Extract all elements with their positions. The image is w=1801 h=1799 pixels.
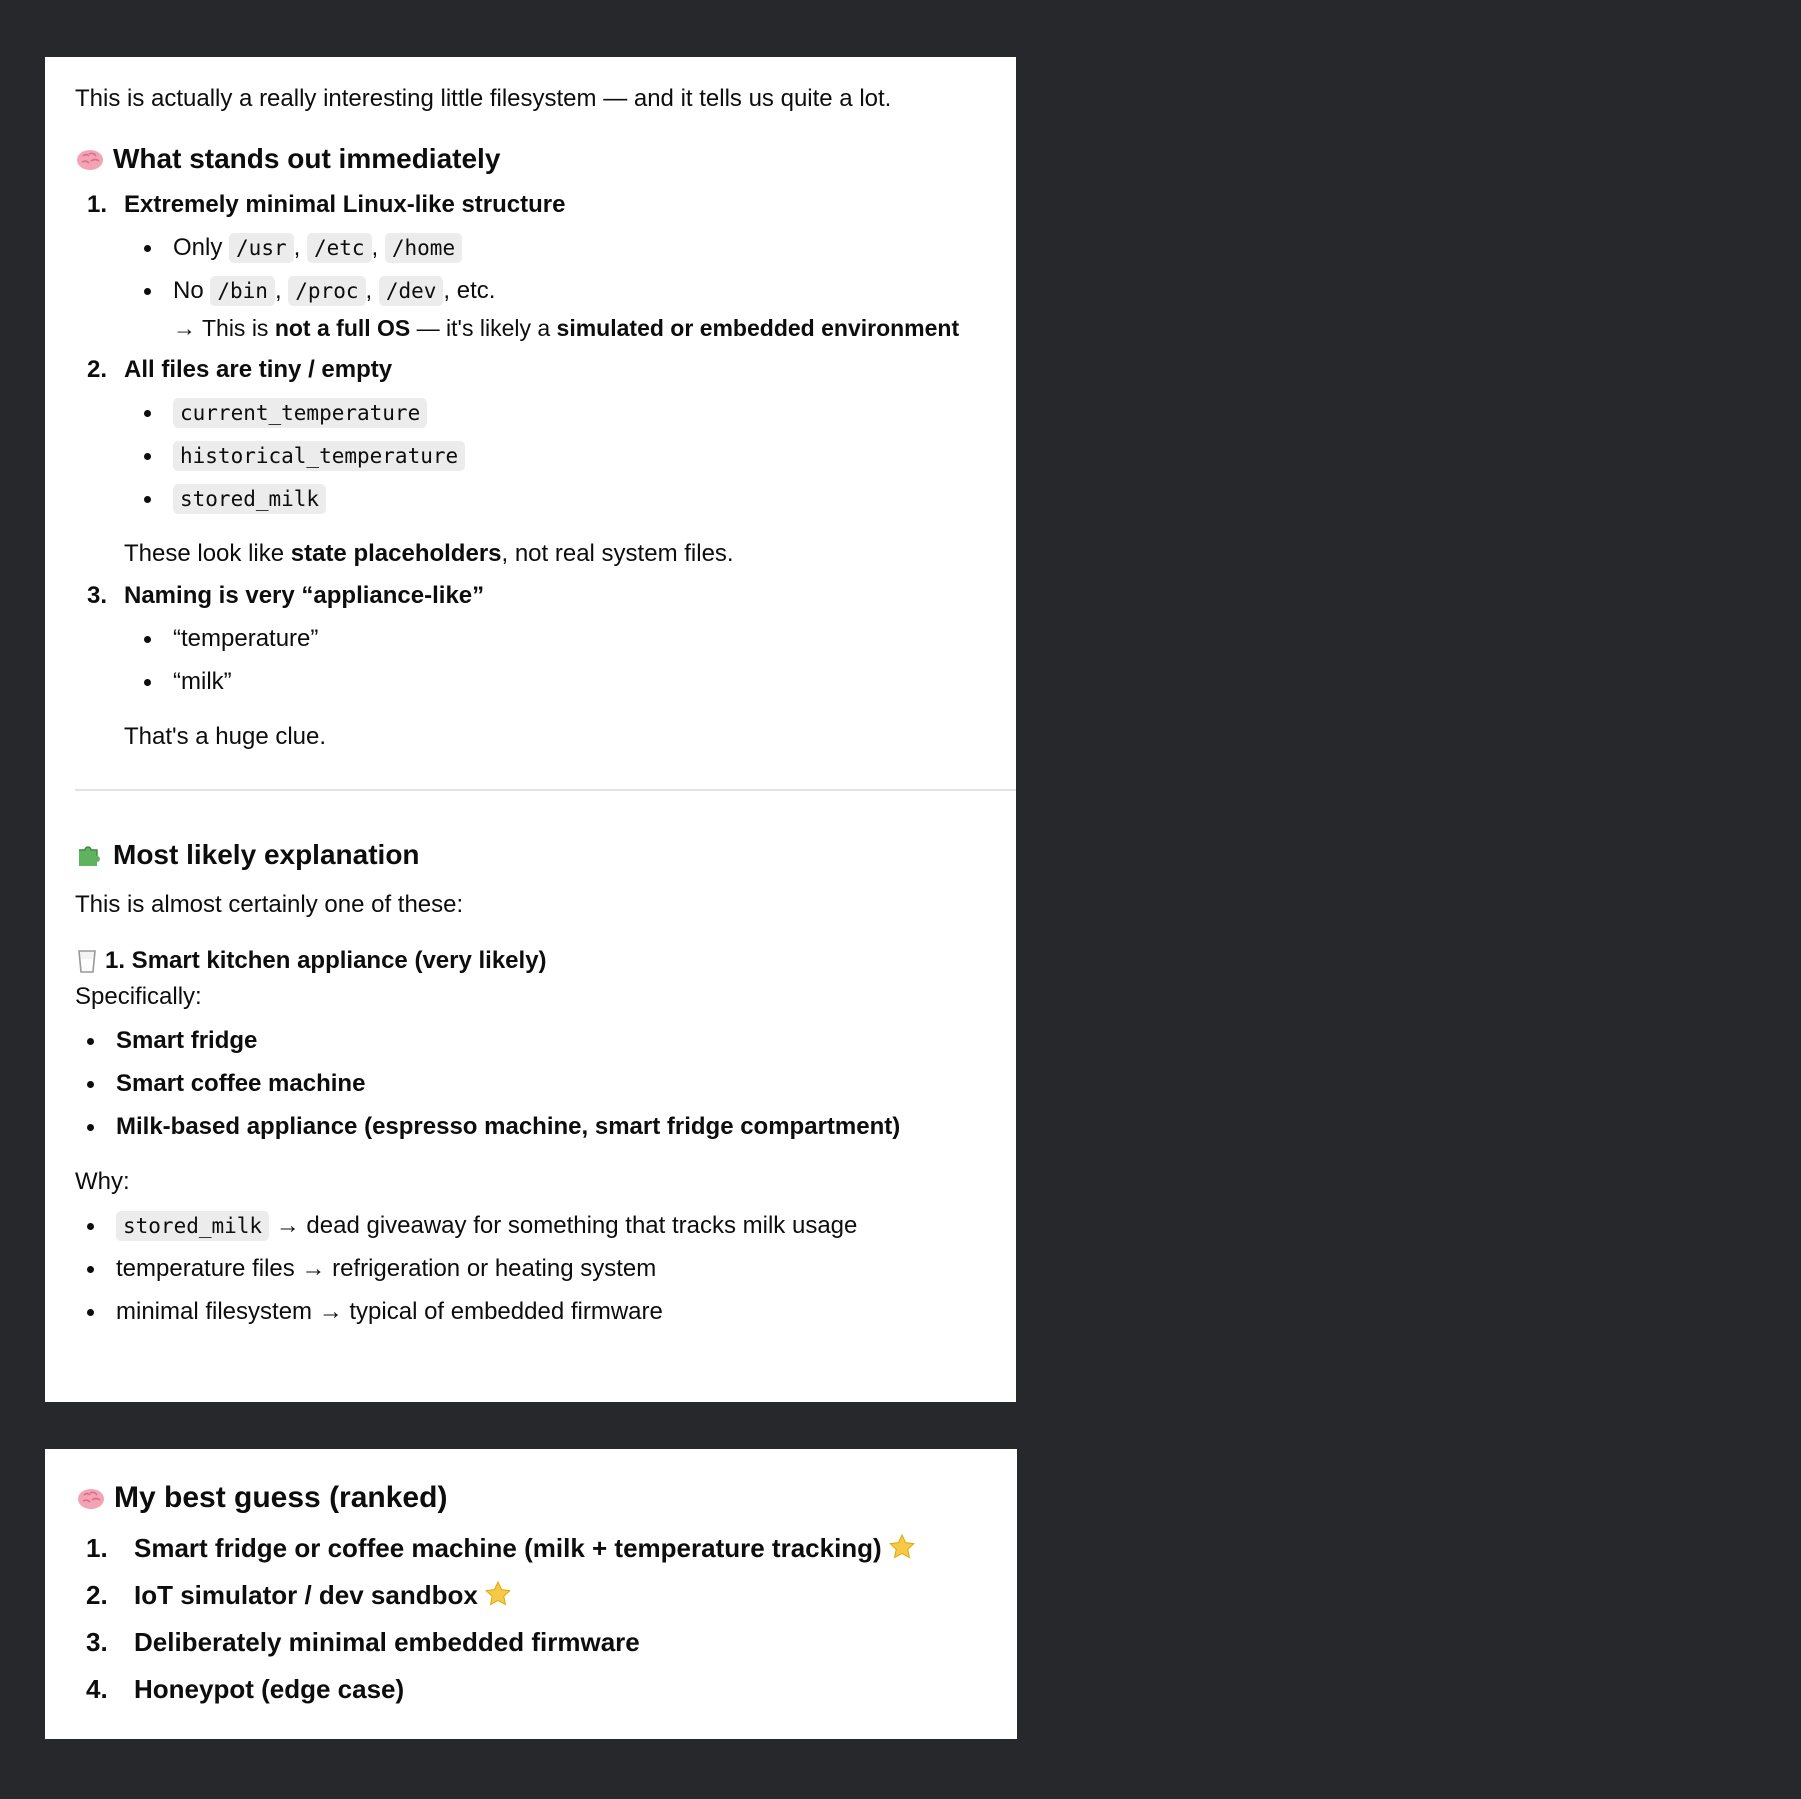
list-item <box>76 1625 1017 1659</box>
file-code: current_temperature <box>173 398 427 428</box>
note-pre: These look like <box>124 540 285 567</box>
list-item <box>67 1025 1016 1057</box>
list-item: minimal filesystem → typical of embedded firmware <box>67 1296 1016 1328</box>
item-title: All files are tiny / empty <box>124 356 393 383</box>
note-line: That's a huge clue. <box>124 723 327 750</box>
list-item <box>67 1111 1016 1143</box>
observations-list <box>75 189 1016 753</box>
intro-paragraph: This is actually a really interesting little filesystem — and it tells us quite a lot. <box>75 85 892 112</box>
path-code: /home <box>385 233 462 263</box>
note-post: , not real system files. <box>501 540 734 567</box>
list-item <box>67 1210 1016 1242</box>
puzzle-icon <box>75 840 105 870</box>
ranked-list <box>76 1531 1017 1706</box>
note-bold: not a full OS <box>274 315 411 341</box>
path-code: /proc <box>288 276 365 306</box>
list-item <box>124 483 1016 515</box>
note-line <box>124 538 1016 570</box>
item-text: Smart fridge or coffee machine (milk + temperature tracking) <box>134 1533 882 1563</box>
words-list <box>124 623 1016 698</box>
note-bold: simulated or embedded environment <box>556 315 960 341</box>
list-item: “milk” <box>124 666 1016 698</box>
star-icon <box>888 1533 916 1561</box>
item-number: 3. <box>86 1627 108 1657</box>
star-icon <box>484 1580 512 1608</box>
text-only: Only <box>173 234 223 261</box>
item-number: 2. <box>87 356 108 383</box>
list-item: Only /usr , /etc , /home <box>124 232 1016 264</box>
why-label: Why: <box>75 1168 130 1195</box>
heading-text: My best guess (ranked) <box>114 1481 448 1514</box>
subheading-smart-kitchen <box>75 945 1016 977</box>
heading-text: Most likely explanation <box>113 839 420 870</box>
cup-icon <box>75 947 99 975</box>
appliance-name: Smart fridge <box>116 1027 258 1054</box>
item-text: Deliberately minimal embedded firmware <box>134 1627 640 1657</box>
response-card-ranking <box>45 1449 1017 1739</box>
item-number: 4. <box>86 1674 108 1704</box>
list-item <box>67 1068 1016 1100</box>
list-item <box>75 580 1016 753</box>
appliance-name: Milk-based appliance (espresso machine, smart fridge compartment) <box>116 1113 901 1140</box>
list-item: temperature files → refrigeration or heating system <box>67 1253 1016 1285</box>
appliances-list <box>67 1025 1016 1143</box>
item-title: Naming is very “appliance-like” <box>124 582 485 609</box>
note-arrow: → This is <box>173 315 269 341</box>
file-code: historical_temperature <box>173 441 465 471</box>
file-code: stored_milk <box>173 484 326 514</box>
path-code: /usr <box>229 233 294 263</box>
text-etc: , etc. <box>443 277 496 304</box>
file-code: stored_milk <box>116 1211 269 1241</box>
item-number: 1. <box>87 191 108 218</box>
item-text: Honeypot (edge case) <box>134 1674 405 1704</box>
reason-text: → dead giveaway for something that tracks milk usage <box>275 1212 858 1239</box>
item-number: 3. <box>87 582 108 609</box>
appliance-name: Smart coffee machine <box>116 1070 366 1097</box>
path-code: /bin <box>210 276 275 306</box>
list-item <box>76 1531 1017 1565</box>
list-item <box>124 397 1016 429</box>
list-item <box>124 440 1016 472</box>
heading-most-likely <box>75 837 1016 873</box>
item-title: Extremely minimal Linux-like structure <box>124 191 566 218</box>
specifically-label: Specifically: <box>75 983 202 1010</box>
note-bold: state placeholders <box>290 540 502 567</box>
section-intro: This is almost certainly one of these: <box>75 891 464 918</box>
path-code: /etc <box>307 233 372 263</box>
reasons-list <box>67 1210 1016 1328</box>
list-item: No /bin , /proc , /dev , etc. <box>124 275 1016 307</box>
list-item <box>76 1578 1017 1612</box>
path-code: /dev <box>379 276 444 306</box>
response-card-analysis <box>45 57 1016 1402</box>
files-list <box>124 397 1016 515</box>
item-number: 2. <box>86 1580 108 1610</box>
heading-text: What stands out immediately <box>113 143 501 174</box>
note-line <box>124 312 1016 344</box>
list-item <box>75 189 1016 344</box>
brain-icon <box>75 144 105 174</box>
item-text: IoT simulator / dev sandbox <box>134 1580 478 1610</box>
text-no: No <box>173 277 204 304</box>
sub-list <box>124 232 1016 307</box>
brain-icon <box>76 1483 106 1513</box>
note-mid: — it's likely a <box>416 315 551 341</box>
item-number: 1. <box>86 1533 108 1563</box>
list-item <box>75 354 1016 570</box>
heading-what-stands-out <box>75 141 1016 177</box>
list-item <box>76 1672 1017 1706</box>
heading-best-guess <box>76 1479 1017 1517</box>
list-item: “temperature” <box>124 623 1016 655</box>
subheading-text: 1. Smart kitchen appliance (very likely) <box>105 947 547 974</box>
